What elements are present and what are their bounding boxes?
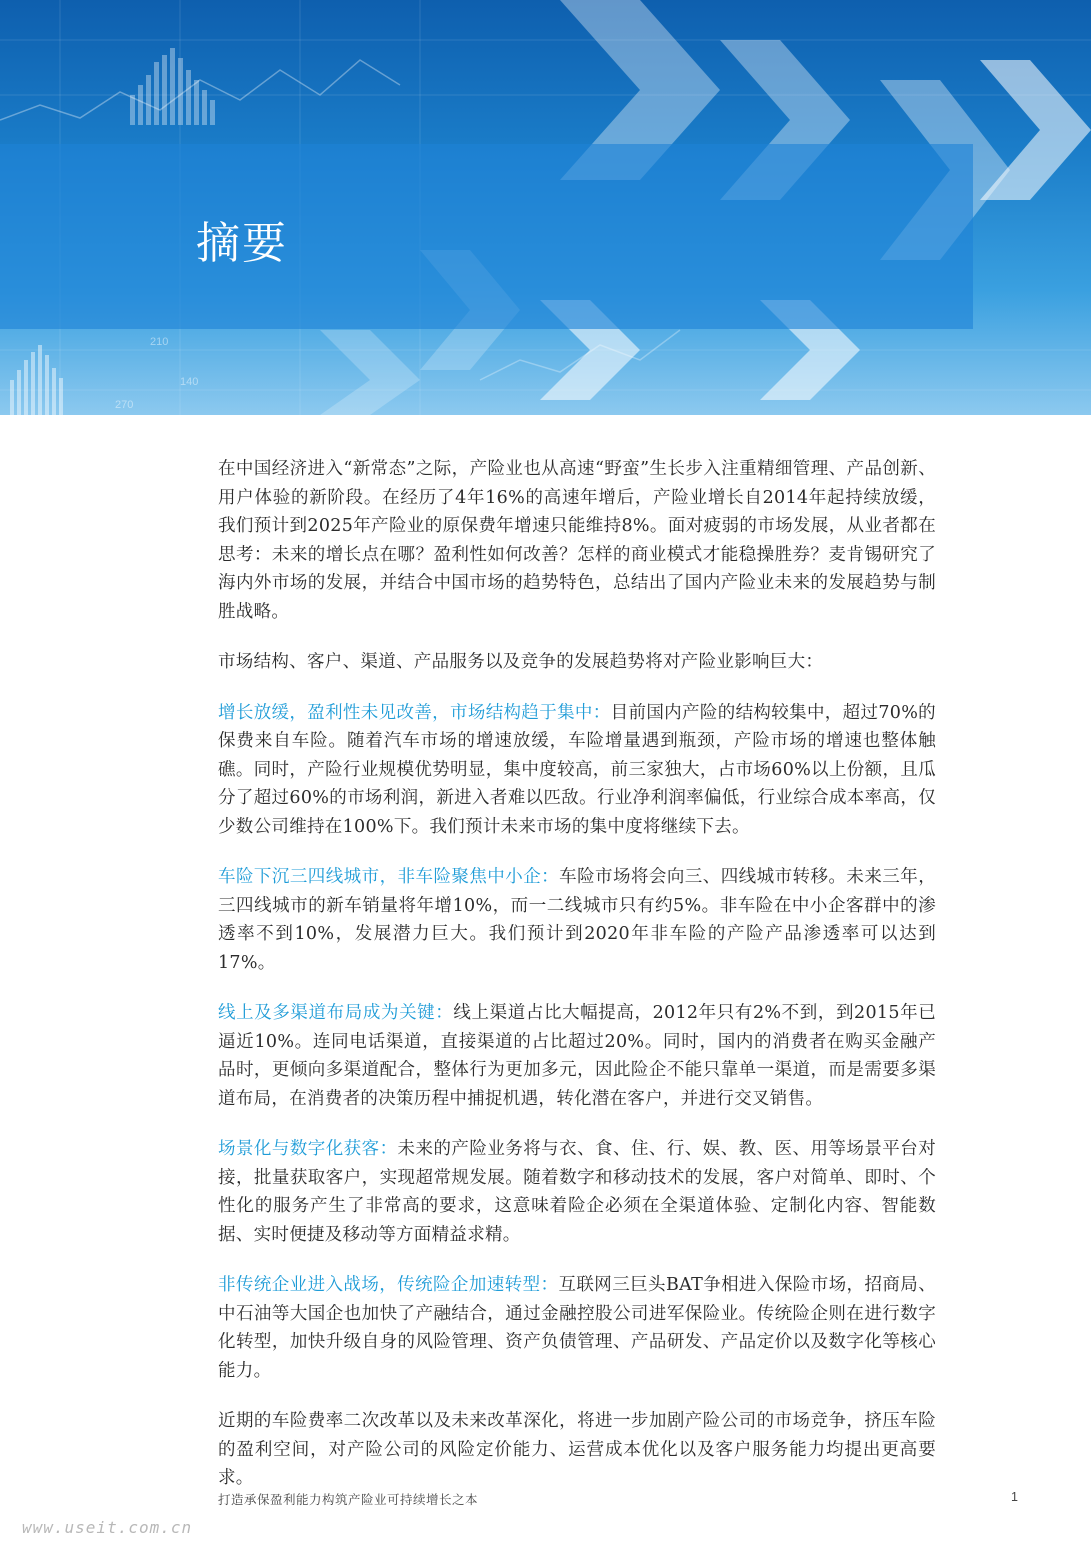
trend-paragraph-customers [218, 863, 936, 977]
title-panel [0, 144, 973, 329]
trend-paragraph-digital [218, 1135, 936, 1249]
trend-paragraph-market-structure [218, 699, 936, 842]
page-number: 1 [1011, 1490, 1018, 1504]
footer-title: 打造承保盈利能力构筑产险业可持续增长之本 [218, 1492, 479, 1507]
trend-paragraph-competition [218, 1271, 936, 1385]
paragraph-lead: 线上及多渠道布局成为关键： [218, 1003, 454, 1023]
paragraph-text: 市场结构、客户、渠道、产品服务以及竞争的发展趋势将对产险业影响巨大： [218, 652, 824, 672]
svg-text:140: 140 [180, 376, 199, 388]
svg-text:210: 210 [150, 336, 169, 348]
paragraph-lead: 增长放缓，盈利性未见改善，市场结构趋于集中： [218, 702, 611, 723]
paragraph-text: 近期的车险费率二次改革以及未来改革深化，将进一步加剧产险公司的市场竞争，挤压车险的盈利空间，对产险公司的风险定价能力、运营成本优化以及客户服务能力均提出更高要求。 [218, 1411, 936, 1488]
paragraph-text: 未来的产险业务将与衣、食、住、行、娱、教、医、用等场景平台对接，批量获取客户，实现超常规发展。随着数字和移动技术的发展，客户对简单、即时、个性化的服务产生了非常高的要求，这意味着险企必须在全渠道体验、定制化内容、智能数据、实时便捷及移动等方面精益求精。 [218, 1139, 937, 1245]
paragraph-text: 线上渠道占比大幅提高，2012年只有2%不到，到2015年已逼近10%。连同电话渠道，直接渠道的占比超过20%。同时，国内的消费者在购买金融产品时，更倾向多渠道配合，整体行为更加多元，因此险企不能只靠单一渠道，而是需要多渠道布局，在消费者的决策历程中捕捉机遇，转化潜在客户，并进行交叉销售。 [218, 1003, 936, 1109]
paragraph-text: 互联网三巨头BAT争相进入保险市场，招商局、中石油等大国企也加快了产融结合，通过金融控股公司进军保险业。传统险企则在进行数字化转型，加快升级自身的风险管理、资产负债管理、产品研发、产品定价以及数字化等核心能力。 [218, 1275, 937, 1381]
page-title: 摘要 [196, 218, 288, 269]
paragraph-lead: 非传统企业进入战场，传统险企加速转型： [218, 1275, 559, 1295]
paragraph-lead: 车险下沉三四线城市，非车险聚焦中小企： [218, 867, 560, 887]
paragraph-text: 在中国经济进入“新常态”之际，产险业也从高速“野蛮”生长步入注重精细管理、产品创新、用户体验的新阶段。在经历了4年16%的高速年增后，产险业增长自2014年起持续放缓，我们预计到2025年产险业的原保费年增速只能维持8%。面对疲弱的市场发展，从业者都在思考：未来的增长点在哪？盈利性如何改善？怎样的商业模式才能稳操胜券？麦肯锡研究了海内外市场的发展，并结合中国市场的趋势特色，总结出了国内产险业未来的发展趋势与制胜战略。 [218, 459, 936, 622]
summary-intro-paragraph [218, 648, 936, 677]
paragraph-text: 车险市场将会向三、四线城市转移。未来三年，三四线城市的新车销量将年增10%，而一二线城市只有约5%。非车险在中小企客群中的渗透率不到10%，发展潜力巨大。我们预计到2020年非车险的产险产品渗透率可以达到17%。 [218, 867, 936, 973]
watermark: www.useit.com.cn [22, 1518, 193, 1537]
header-banner [0, 0, 1091, 415]
abstract-body [218, 455, 936, 1515]
paragraph-lead: 场景化与数字化获客： [218, 1139, 398, 1159]
svg-text:270: 270 [115, 399, 134, 411]
closing-paragraph [218, 1407, 936, 1493]
intro-paragraph [218, 455, 936, 626]
trend-paragraph-channels [218, 999, 936, 1113]
paragraph-text: 目前国内产险的结构较集中，超过70%的保费来自车险。随着汽车市场的增速放缓，车险增量遇到瓶颈，产险市场的增速也整体触礁。同时，产险行业规模优势明显，集中度较高，前三家独大，占市场60%以上份额，且瓜分了超过60%的市场利润，新进入者难以匹敌。行业净利润率偏低，行业综合成本率高，仅少数公司维持在100%下。我们预计未来市场的集中度将继续下去。 [218, 702, 936, 837]
